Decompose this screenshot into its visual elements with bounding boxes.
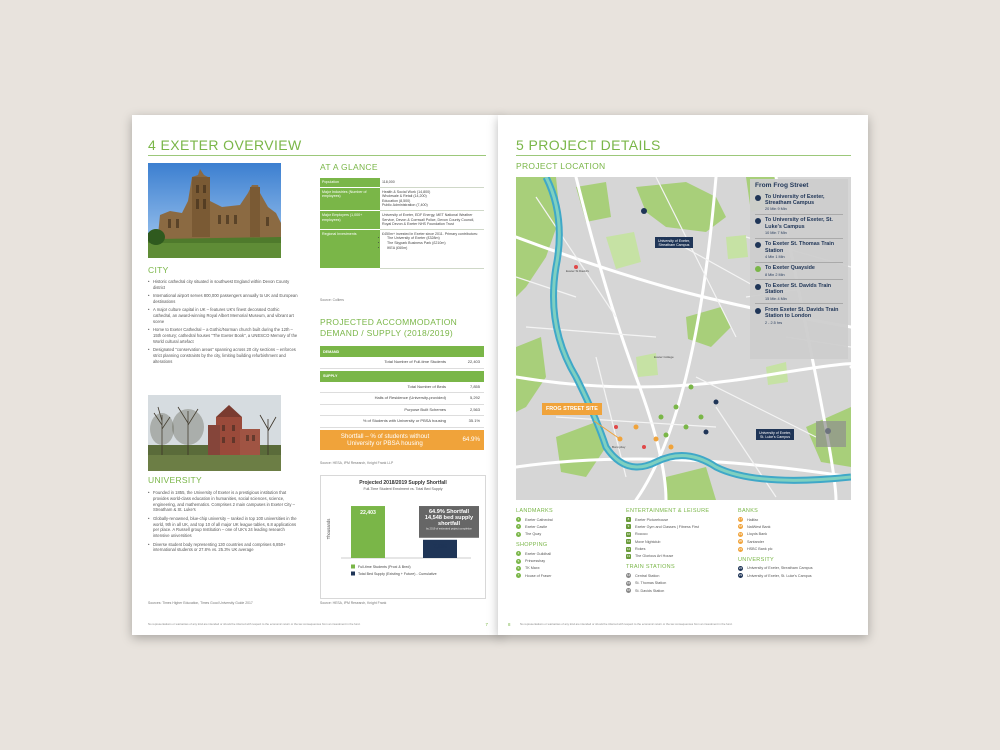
- annotation-line: shortfall: [437, 521, 461, 528]
- glance-investment-item: • IKEA (£60m): [387, 246, 482, 251]
- bus-icon: [755, 218, 761, 224]
- legend-label: The Quay: [525, 532, 542, 537]
- demand-header: DEMAND: [320, 346, 484, 357]
- legend-label: Exeter Picturehouse: [635, 517, 669, 522]
- legend-label: Exeter Gym and Classes | Fitness First: [635, 524, 699, 529]
- journey-item: [755, 280, 843, 304]
- glance-heading: AT A GLANCE: [320, 162, 378, 172]
- glance-row: [320, 229, 484, 268]
- train-icon: [755, 242, 761, 248]
- y-axis-label: Thousands: [326, 518, 331, 540]
- legend-label: Central Station: [635, 573, 660, 578]
- legend-item: [516, 524, 553, 529]
- legend-item: [738, 517, 813, 522]
- legend-label: University of Exeter, Streatham Campus: [747, 566, 813, 571]
- cathedral-photo: [148, 163, 281, 258]
- legend-num: 11: [626, 539, 631, 544]
- train-icon: [755, 308, 761, 314]
- university-heading: UNIVERSITY: [148, 475, 203, 485]
- legend-swatch: [351, 565, 355, 569]
- legend-col-3: [738, 508, 813, 581]
- legend-item: [738, 566, 813, 571]
- legend-num: 14: [626, 573, 631, 578]
- supply-heading-2: DEMAND / SUPPLY (2018/2019): [320, 328, 453, 338]
- legend-label: Rococo: [635, 532, 648, 537]
- glance-key: Population: [320, 178, 380, 187]
- journey-heading: From Frog Street: [755, 182, 809, 189]
- journey-panel: [750, 179, 848, 359]
- journey-item: [755, 263, 843, 281]
- row-label: Total Number of Full-time Students: [384, 359, 446, 364]
- legend-col-1: [516, 508, 553, 581]
- legend-heading: LANDMARKS: [516, 508, 553, 514]
- legend-num: 20: [738, 539, 743, 544]
- legend-item: [626, 573, 709, 578]
- legend-num: 17: [738, 517, 743, 521]
- row-label: % of Students with University or PBSA housing: [362, 418, 446, 423]
- legend-label: The Glorious Art House: [635, 554, 674, 559]
- legend-heading: ENTERTAINMENT & LEISURE: [626, 508, 710, 514]
- legend-num: 13: [626, 553, 631, 558]
- legend-label: Exeter Guildhall: [525, 551, 552, 556]
- university-bullets: [148, 490, 298, 556]
- shortfall-label-line2: University or PBSA housing: [347, 439, 423, 447]
- legend-item: [738, 539, 813, 544]
- legend-item: [738, 547, 813, 552]
- shortfall-row: [320, 430, 484, 450]
- supply-demand-table: [320, 346, 484, 450]
- journey-times: 8 Min 2 Min: [765, 272, 785, 277]
- row-value: 5,292: [469, 395, 480, 400]
- journey-title: To Exeter St. Thomas Train Station: [765, 241, 835, 254]
- legend-label: House of Fraser: [525, 573, 552, 578]
- glance-row: [320, 178, 484, 187]
- journey-title: To Exeter St. Davids Train Station: [765, 282, 832, 296]
- glance-investment-item: • The Skypark Business Park (£210m): [387, 241, 482, 246]
- legend-num: 8: [627, 517, 630, 521]
- legend-item: [516, 532, 553, 537]
- glance-value-intro: £450m+ invested in Exeter since 2011. Primary contributors:: [382, 231, 478, 236]
- legend-label: St. Thomas Station: [635, 581, 667, 586]
- legend-label: Halifax: [747, 517, 759, 522]
- university-bullet: • Diverse student body representing 130 countries and comprises 6,850+ international students or 27.8% vs. 25.3% UK average: [148, 542, 298, 554]
- legend-item: [516, 517, 553, 522]
- glance-value: [380, 229, 484, 268]
- legend-num: 18: [738, 524, 743, 529]
- legend-item: [626, 532, 709, 537]
- map-label-line: University of Exeter,: [759, 430, 791, 435]
- map-place-label: Exeter College: [654, 355, 674, 359]
- left-page: [132, 115, 502, 635]
- legend-num: 2: [517, 524, 520, 529]
- glance-investment-item: • The University of Exeter (£328m): [387, 236, 482, 241]
- city-bullet: • Historic cathedral city situated in southwest England within Devon County district: [148, 279, 298, 291]
- glance-key: Major Employers (1,000+ employees): [320, 210, 380, 229]
- glance-source: Source: Colliers: [320, 298, 344, 302]
- journey-title: To University of Exeter, Streatham Campus: [765, 193, 825, 206]
- glance-value: 118,000: [380, 178, 484, 187]
- map-place-label: Bonnyday: [612, 445, 626, 449]
- shortfall-value: 64.9%: [462, 436, 480, 443]
- annotation-line: 64.9% Shortfall: [428, 509, 470, 516]
- row-label: Halls of Residence (University-provided): [374, 395, 446, 400]
- annotation-line: 14,548 bed supply: [424, 515, 474, 522]
- supply-source: Source: HESA, IPM Research, Knight Frank LLP: [320, 461, 394, 465]
- map-place-label: Exeter St David's: [566, 269, 589, 273]
- city-bullets: [148, 279, 298, 367]
- footnote: No representations or warranties of any kind are intended or should be inferred with respect to the economic return or the tax consequences from an investment in the fund.: [520, 622, 733, 626]
- legend-item: [626, 588, 709, 593]
- row-label: Purpose Built Schemes: [404, 406, 446, 412]
- title-rule: [516, 155, 851, 156]
- legend-item: [516, 566, 553, 571]
- row-value: 7,855: [469, 383, 480, 389]
- city-bullet: • International airport serves 800,000 passengers annually to UK and European destinations: [148, 293, 298, 305]
- glance-key: Major Industries (Number of employees): [320, 187, 380, 210]
- legend-label: St. Davids Station: [635, 588, 665, 593]
- legend-item: [738, 524, 813, 529]
- legend-label: HSBC Bank plc: [747, 547, 773, 552]
- legend-num: 22: [738, 565, 743, 570]
- legend-item: [626, 554, 709, 559]
- supply-row: [320, 382, 484, 394]
- legend-num: 3: [517, 531, 520, 536]
- location-heading: PROJECT LOCATION: [516, 161, 606, 171]
- glance-value: Health & Social Work (14,800) Wholesale & Retail (14,200) Education (8,500) Public Administration (7,400): [380, 187, 484, 210]
- landmark-icon: [755, 266, 761, 272]
- journey-item: [755, 191, 843, 215]
- legend-col-2: [626, 508, 709, 596]
- journey-item: [755, 215, 843, 239]
- legend-num: 10: [626, 531, 631, 536]
- glance-value: University of Exeter, EDF Energy, MET National Weather Service, Devon & Cornwall Police, Devon County Council, Royal Devon & Exeter NHS Foundation Trust: [380, 210, 484, 229]
- chart-title: Projected 2018/2019 Supply Shortfall: [359, 480, 447, 486]
- supply-row: [320, 393, 484, 405]
- page-number: 7: [485, 622, 488, 627]
- legend-label: Rokes: [635, 547, 646, 552]
- legend-item: [626, 524, 709, 529]
- chart-source: Source: HESA, IPM Research, Knight Frank: [320, 601, 387, 605]
- legend-item: [516, 559, 553, 564]
- page-title: 4 EXETER OVERVIEW: [148, 137, 302, 153]
- legend-swatch: [351, 572, 355, 576]
- city-bullet: • Home to Exeter Cathedral – a Gothic/Norman church built during the 12th – 15th century; cathedral houses "The Exeter Book", a UNESCO Memory of the World cultural artefact: [148, 327, 298, 344]
- legend-item: [626, 539, 709, 544]
- legend-label: Move Nightclub: [635, 539, 661, 544]
- legend-item: [626, 517, 709, 522]
- journey-times: 2 - 2.5 hrs: [765, 320, 783, 325]
- legend-item: [626, 581, 709, 586]
- frog-street-site-label: FROG STREET SITE: [542, 403, 602, 415]
- train-icon: [755, 284, 761, 290]
- legend-num: 5: [517, 558, 520, 563]
- map-label-line: University of Exeter,: [658, 238, 690, 243]
- legend-num: 16: [626, 588, 631, 593]
- university-photo: [148, 395, 281, 471]
- legend-num: 1: [517, 517, 520, 521]
- legend-item: [516, 573, 553, 578]
- legend-label: Lloyds Bank: [747, 532, 768, 537]
- journey-times: 10 Min 7 Min: [765, 231, 787, 236]
- legend-num: 21: [738, 546, 743, 551]
- chart-subtitle: Full-Time Student Enrolment vs. Total Bed Supply: [363, 487, 443, 491]
- streatham-campus-label: [655, 237, 693, 248]
- bar-data-label: 7,855: [433, 543, 447, 550]
- legend-label: University of Exeter, St. Luke's Campus: [747, 573, 812, 578]
- legend-label: Exeter Cathedral: [525, 517, 553, 522]
- journey-times: 4 Min 1 Min: [765, 255, 785, 260]
- shortfall-label: [320, 433, 450, 447]
- legend-label: TK Maxx: [525, 566, 540, 571]
- glance-table: [320, 178, 484, 269]
- supply-header: SUPPLY: [320, 371, 484, 382]
- stlukes-campus-label: [756, 429, 794, 440]
- city-bullet: • Designated "conservation areas" spanning across 20 city sections – enforces strict planning constraints by the city, limiting building refurbishment and alterations: [148, 347, 298, 364]
- shortfall-chart: [320, 475, 486, 599]
- legend-item: [626, 547, 709, 552]
- legend-heading: TRAIN STATIONS: [626, 564, 675, 571]
- journey-times: 15 Min 4 Min: [765, 296, 787, 301]
- city-heading: CITY: [148, 265, 169, 275]
- demand-row: [320, 357, 484, 369]
- glance-row: [320, 210, 484, 229]
- legend-num: 23: [738, 573, 743, 578]
- title-rule: [148, 155, 486, 156]
- glance-key: Regional Investments: [320, 229, 380, 268]
- page-number: 8: [508, 622, 511, 627]
- bar-data-label: 22,403: [360, 510, 376, 517]
- journey-title: To University of Exeter, St. Luke's Campus: [765, 217, 833, 230]
- bus-icon: [755, 195, 761, 201]
- journey-times: 20 Min 9 Min: [765, 207, 787, 212]
- row-value: 35.1%: [468, 418, 480, 423]
- legend-item: [516, 551, 553, 556]
- legend-num: 9: [627, 524, 630, 529]
- row-value: 2,563: [469, 406, 480, 412]
- supply-row: [320, 416, 484, 428]
- journey-item: [755, 304, 843, 327]
- legend-num: 15: [626, 580, 631, 585]
- journey-title: From Exeter St. Davids Train Station to London: [765, 306, 839, 320]
- legend-num: 6: [517, 565, 520, 570]
- right-page: [498, 115, 868, 635]
- annotation-note: by 2019 of estimated project completion: [426, 527, 472, 531]
- row-value: 22,403: [467, 359, 480, 364]
- map-label-line: St. Luke's Campus: [759, 434, 791, 439]
- chart-plot: [321, 494, 485, 594]
- journey-item: [755, 239, 843, 263]
- legend-entry: Total Bed Supply (Existing + Future) - Cumulative: [358, 572, 437, 576]
- legend-label: Santander: [747, 539, 765, 544]
- supply-heading-1: PROJECTED ACCOMMODATION: [320, 317, 458, 327]
- legend-num: 4: [517, 551, 520, 556]
- journey-title: To Exeter Quayside: [765, 265, 815, 272]
- legend-heading: SHOPPING: [516, 542, 548, 549]
- legend-heading: BANKS: [738, 508, 759, 514]
- shortfall-label-line1: Shortfall – % of students without: [340, 432, 430, 440]
- city-bullet: • A major culture capital in UK – features UK's finest decorated Gothic cathedral, an award-winning Royal Albert Memorial Museum, and vibrant art scene: [148, 307, 298, 324]
- legend-num: 12: [626, 546, 631, 551]
- university-bullet: • Globally-renowned, blue-chip university – ranked in top 100 universities in the world, 9th in all UK, and top 10 of all major UK league tables, 6.8 applications per place. A Russell group Institution – one of UK's 24 leading research intensive universities: [148, 516, 298, 539]
- legend-item: [738, 573, 813, 578]
- footnote: No representations or warranties of any kind are intended or should be inferred with respect to the economic return or the tax consequences from an investment in the fund.: [148, 622, 361, 626]
- page-title: 5 PROJECT DETAILS: [516, 137, 661, 153]
- university-bullet: • Founded in 1855, the University of Exeter is a prestigious institution that provides world-class education in humanities, social sciences, science, engineering, and mathematics. Comprises 2 main campuses in Exeter City – Streatham & St. Luke's: [148, 490, 298, 513]
- legend-num: 7: [517, 573, 520, 578]
- map-label-line: Streatham Campus: [658, 242, 690, 247]
- legend-label: Princesshay: [525, 559, 546, 564]
- glance-row: [320, 187, 484, 210]
- legend-heading: UNIVERSITY: [738, 556, 775, 563]
- sources-note: Sources: Times Higher Education, Times Good University Guide 2017: [148, 601, 253, 605]
- legend-item: [738, 532, 813, 537]
- legend-num: 19: [738, 531, 743, 536]
- legend-label: Exeter Castle: [525, 524, 548, 529]
- legend-entry: Full-time Students (Proxi & Bred): [358, 565, 411, 569]
- supply-row: [320, 405, 484, 417]
- legend-label: NatWest Bank: [747, 524, 771, 529]
- project-map: [516, 177, 851, 500]
- row-label: Total Number of Beds: [407, 383, 446, 389]
